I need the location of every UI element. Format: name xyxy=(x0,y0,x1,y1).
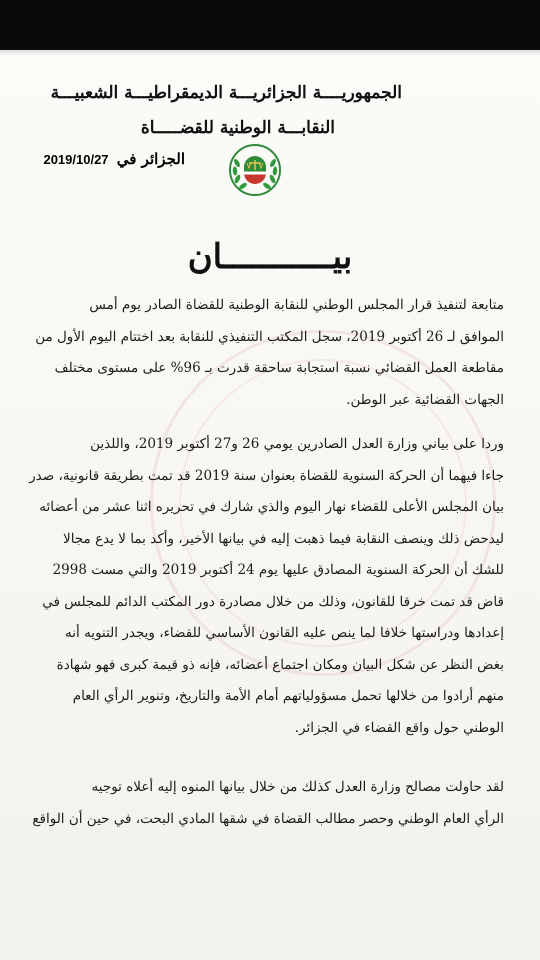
text-line: قاض قد تمت خرقا للقانون، وذلك من خلال مصادرة دور المكتب الدائم للمجلس في xyxy=(42,593,504,610)
text-line: بيان المجلس الأعلى للقضاء نهار اليوم والذي شارك في تحريره اثنا عشر من أعضائه xyxy=(39,499,504,515)
date-line xyxy=(43,150,185,168)
text-line: الجهات القضائية عبر الوطن. xyxy=(346,391,504,408)
text-line: الوطني حول واقع القضاء في الجزائر. xyxy=(294,719,504,736)
top-black-bar xyxy=(0,0,540,50)
text-line: متابعة لتنفيذ قرار المجلس الوطني للنقابة الوطنية للقضاة الصادر يوم أمس xyxy=(89,297,504,313)
paragraph-2 xyxy=(22,429,504,744)
text-line: وردا على بياني وزارة العدل الصادرين يومي 26 و27 أكتوبر 2019، واللذين xyxy=(90,436,504,452)
text-line: بغض النظر عن شكل البيان ومكان اجتماع أعضائه، فإنه ذو قيمة كبرى فهو شهادة xyxy=(56,656,504,673)
text-line: ليدحض ذلك وينصف النقابة فيما ذهبت إليه في بيانها الأخير، وأكد بما لا يدع مجالا xyxy=(63,530,504,547)
text-line: منهم أرادوا من خلالها تحمل مسؤولياتهم أمام الأمة والتاريخ، وتنوير الرأي العام xyxy=(72,688,504,704)
text-line: الرأي العام الوطني وحصر مطالب القضاة في شقها المادي البحت، في حين أن الواقع xyxy=(32,810,504,827)
text-line: للشك أن الحركة السنوية المصادق عليها يوم 24 أكتوبر 2019 والتي مست 2998 xyxy=(52,562,504,578)
union-header: النقابـــة الوطنية للقضـــــاة xyxy=(140,118,335,138)
date-value: 2019/10/27 xyxy=(43,152,109,167)
document-title: بيـــــــــــان xyxy=(187,237,353,277)
text-line: الموافق لـ 26 أكتوبر 2019، سجل المكتب التنفيذي للنقابة بعد اختتام اليوم الأول من xyxy=(35,328,504,345)
paragraph-3 xyxy=(22,772,504,835)
union-emblem-icon xyxy=(228,143,282,197)
text-line: لقد حاولت مصالح وزارة العدل كذلك من خلال بيانها المنوه إليه أعلاه توجيه xyxy=(91,779,504,795)
text-line: جاءا فيهما أن الحركة السنوية للقضاة بعنوان سنة 2019 قد تمت بطريقة قانونية، صدر xyxy=(29,467,504,484)
paragraph-1 xyxy=(22,290,504,416)
date-city: الجزائر في xyxy=(116,150,185,168)
text-line: إعدادها ودراستها خلافا لما ينص عليه القانون الأساسي للقضاء، ويجدر التنويه أنه xyxy=(65,625,504,641)
republic-header: الجمهوريــــة الجزائريـــة الديمقراطيـــة الشعبيـــة xyxy=(50,83,402,103)
text-line: مقاطعة العمل القضائي نسبة استجابة ساحقة قدرت بـ 96% على مستوى مختلف xyxy=(54,360,504,376)
